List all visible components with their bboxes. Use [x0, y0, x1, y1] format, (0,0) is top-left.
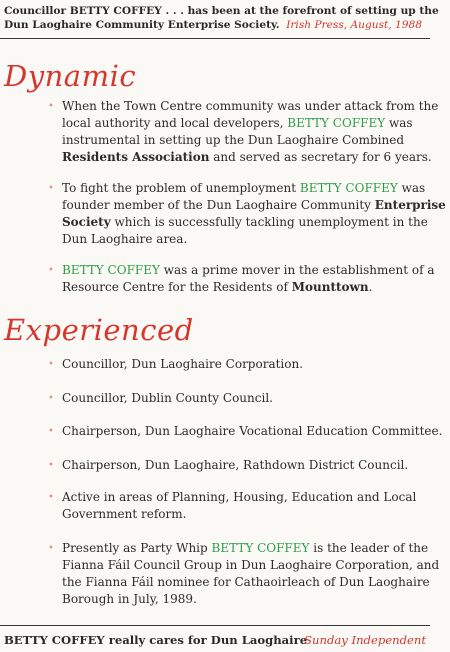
dynamic-heading: Dynamic [4, 59, 137, 93]
footer-source: Sunday Independent [304, 633, 426, 647]
candidate-name: BETTY COFFEY [211, 541, 310, 555]
item-text: was founder member of the Dun Laoghaire Community [62, 181, 426, 212]
list-item [48, 180, 450, 248]
item-bold-text: Residents Association [62, 150, 210, 164]
top-divider [0, 38, 430, 39]
list-item [48, 98, 450, 166]
item-text: . [368, 280, 373, 294]
item-text: Councillor, Dun Laoghaire Corporation. [62, 357, 304, 371]
item-text: Active in areas of Planning, Housing, Education and Local Government reform. [62, 490, 417, 521]
candidate-name: BETTY COFFEY [62, 263, 160, 277]
footer-slogan: BETTY COFFEY really cares for Dun Laoghaire [4, 633, 308, 647]
item-text: was instrumental in setting up the Dun Laoghaire Combined [62, 116, 413, 147]
list-item [48, 540, 450, 608]
top-quote-source: Irish Press, August, 1988 [286, 19, 422, 31]
item-text: To fight the problem of unemployment [62, 181, 300, 195]
item-text: and served as secretary for 6 years. [209, 150, 432, 164]
item-text: which is successfully tackling unemployment in the Dun Laoghaire area. [62, 215, 428, 246]
list-item [48, 457, 450, 474]
experienced-heading: Experienced [4, 313, 194, 347]
item-text: Chairperson, Dun Laoghaire Vocational Education Committee. [62, 424, 443, 438]
list-item [48, 489, 430, 523]
item-text: Presently as Party Whip [62, 541, 212, 555]
bullet-icon: • [48, 492, 54, 503]
item-text: was a prime mover in the establishment of a Resource Centre for the Residents of [62, 263, 435, 294]
bullet-icon: • [48, 460, 54, 471]
list-item [48, 423, 450, 440]
candidate-name: BETTY COFFEY [299, 181, 398, 195]
bullet-icon: • [48, 183, 54, 194]
bullet-icon: • [48, 426, 54, 437]
top-quote-line-1: Councillor BETTY COFFEY . . . has been at the forefront of setting up the [4, 5, 439, 17]
bullet-icon: • [48, 101, 54, 112]
bullet-icon: • [48, 543, 54, 554]
bottom-divider [0, 625, 430, 626]
list-item [48, 356, 450, 373]
item-text: Chairperson, Dun Laoghaire, Rathdown District Council. [62, 458, 409, 472]
top-quote-line-2: Dun Laoghaire Community Enterprise Society. [4, 19, 280, 31]
candidate-name: BETTY COFFEY [287, 116, 386, 130]
item-text: is the leader of the Fianna Fáil Council Group in Dun Laoghaire Corporation, and the Fianna Fáil nominee for Cathaoirleach of Dun Laoghaire Borough in July, 1989. [62, 541, 440, 606]
top-quote [4, 4, 439, 32]
item-bold-text: Mounttown [291, 280, 369, 294]
list-item [48, 390, 450, 407]
item-bold-text: Enterprise Society [62, 198, 446, 229]
footer [4, 633, 430, 647]
item-text: When the Town Centre community was under attack from the local authority and local developers, [62, 99, 439, 130]
bullet-icon: • [48, 393, 54, 404]
item-text: Councillor, Dublin County Council. [62, 391, 273, 405]
bullet-icon: • [48, 359, 54, 370]
bullet-icon: • [48, 265, 54, 276]
list-item [48, 262, 450, 296]
